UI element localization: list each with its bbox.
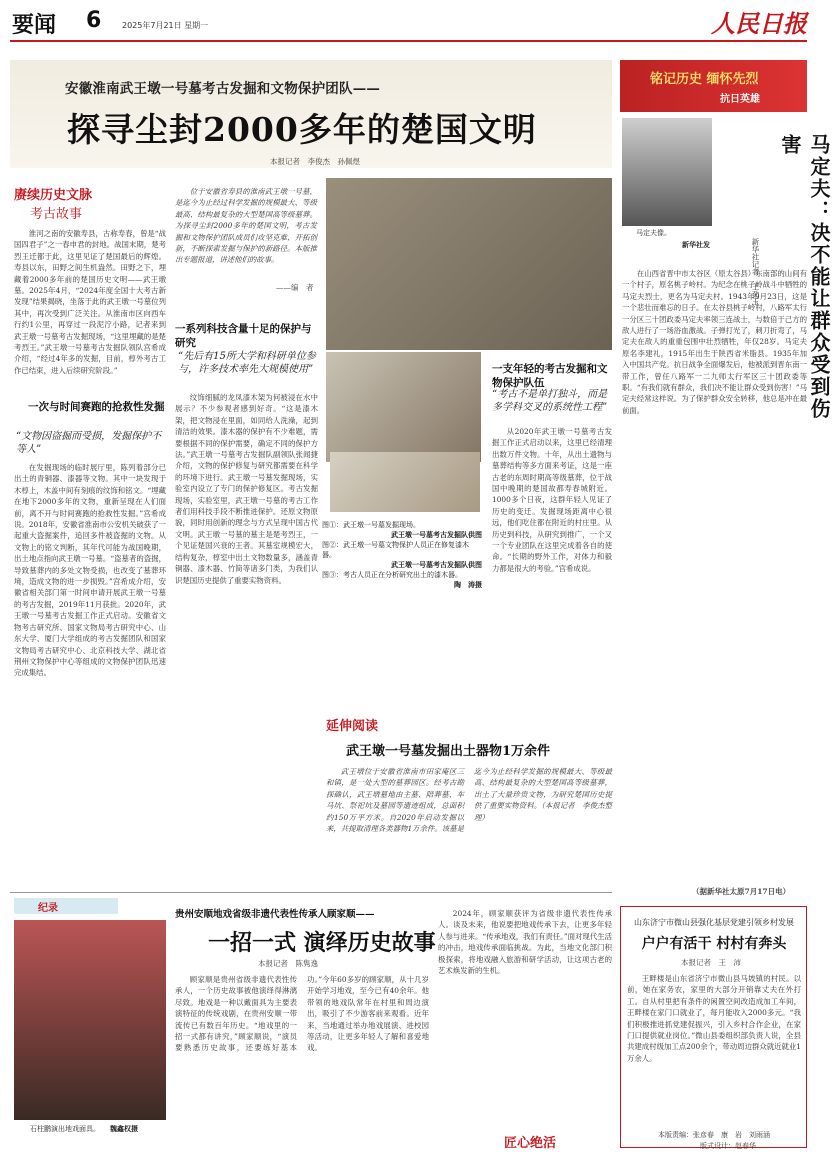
portrait-photo xyxy=(622,118,712,226)
col3-quote: “考古不是单打独斗，而是多学科交叉的系统性工程” xyxy=(492,389,608,413)
col1-subtitle: 考古故事 xyxy=(30,207,83,222)
caption-2-credit: 武王墩一号墓考古发掘队供图 xyxy=(391,560,482,569)
photo-captions xyxy=(322,520,482,590)
bottom-text: 顾家顺是贵州省级非遗代表性传承人，一个历史故事被他演绎得淋漓尽致。地戏是一种以戴面具为主要表演特征的传统戏剧，在贵州安顺一带流传已有数百年历史。“地戏里的一招一式都有讲究，”顾家顺说，“演员要熟悉历史故事，还要练好基本功。”今年60多岁的顾家顺，从十几岁开始学习地戏，至今已有40余年。他带领的地戏队常年在村里和周边演出，吸引了不少游客前来观看。近年来，当地通过举办地戏展演、进校园等活动，让更多年轻人了解和喜爱地戏。 xyxy=(175,975,429,1053)
right-article-title: 马定夫：决不能让群众受到伤害 xyxy=(778,134,831,420)
rural-development-box xyxy=(620,906,807,1148)
intro-text: 位于安徽省寿县的淮南武王墩一号墓，是迄今为止经过科学发掘的规模最大、等级最高、结构最复杂的大型楚国高等级墓葬。为探寻尘封2000多年的楚国文明，考古发掘和文物保护团队成员们攻坚克难、开拓创新，不断探索发掘与保护的新路径。本版推出专题报道，讲述他们的故事。 xyxy=(175,187,317,265)
restoration-photo-2 xyxy=(326,352,481,462)
caption-1-credit: 武王墩一号墓考古发掘队供图 xyxy=(391,530,482,539)
col1-quote: “文物因盗掘而受损，发掘保护不等人” xyxy=(16,431,162,455)
right-article-text: 在山西省晋中市太谷区（原太谷县）东南部的山间有一个村子，原名桃子岭村。为纪念在桃子岭战斗中牺牲的马定夫烈士，更名为马定夫村。1943年9月23日，这是一个悲壮而难忘的日子。在太谷县桃子岭村，八路军太行一分区三十团政委马定夫率领三连战士，与数倍于己方的敌人进行了一场浴血激战。子弹打光了，刺刀折弯了，马定夫在敌人的重重包围中壮烈牺牲，年仅28岁。马定夫原名李建礼，1915年出生于陕西省米脂县。1935年加入中国共产党。抗日战争全面爆发后，他被派到晋东南一带工作，曾任八路军一二九师太行军区三十团政委等职。“有我们就有群众，我们决不能让群众受到伤害！”马定夫经常这样说。为了保护群众安全转移，他总是冲在最前面。 xyxy=(622,269,807,415)
portrait-caption: 马定夫像。 xyxy=(636,229,671,237)
right-banner-sub: 抗日英雄 xyxy=(720,94,760,105)
extended-reading-text: 武王墩位于安徽省淮南市田家庵区三和镇，是一处大型的墓葬园区。经考古勘探确认，武王墩墓地由主墓、陪葬墓、车马坑、祭祀坑及墓园等遗迹组成，总面积约150万平方米。自2020年启动发掘以来，共提取清理各类器物1万余件。该墓是迄今为止经科学发掘的规模最大、等级最高、结构最复杂的大型楚国高等级墓葬，出土了大量珍贵文物，为研究楚国历史提供了重要实物资料。（本报记者 李俊杰整理） xyxy=(326,767,612,834)
caption-2: 图②：武王墩一号墓文物保护人员正在修复漆木器。 xyxy=(322,541,469,559)
col2-text: 纹饰细腻的龙凤漆木架为何被浸在水中展示？不少参观者感到好奇。“这是漆木架，把文物浸在里面，如同给人洗澡，起到清洁的效果。漆木器的保护有不少难题，需要根据不同的保护需要，确定不同的保护方法。”武王墩一号墓考古发掘队副领队张闻捷介绍，文物的保护修复与研究都需要在科学的环境下进行。武王墩一号墓发掘现场，实验室内设立了专门的保护修复区。考古发掘现场，实验室里，武王墩一号墓的考古工作者们用科技手段不断推进保护。还原文物原貌，同时用创新的理念与方式呈现中国古代文明。武王墩一号墓的墓主是楚考烈王，一个见证楚国兴衰的王者。其墓室规模宏大，结构复杂，椁室中出土文物数量多，涵盖青铜器、漆木器、竹简等诸多门类，为我们认识楚国历史提供了重要实物资料。 xyxy=(175,393,318,585)
opera-photo-credit: 魏鑫权摄 xyxy=(110,1124,138,1133)
footer-editors: 本版责编：张彦春 康 岩 刘雨涵 xyxy=(658,1131,770,1139)
col1-title: 赓续历史文脉 xyxy=(14,188,93,203)
right-banner-text: 铭记历史 缅怀先烈 xyxy=(650,72,759,87)
right-article-sign: （据新华社太原7月17日电） xyxy=(692,887,791,896)
col2-subhead: 一系列科技含量十足的保护与研究 xyxy=(175,323,312,349)
portrait-credit: 新华社发 xyxy=(682,240,710,249)
opera-photo xyxy=(14,920,166,1120)
extended-reading-title: 延伸阅读 xyxy=(326,719,379,734)
right-article-byline: 新华社记者 王劲玉 xyxy=(751,238,760,306)
newspaper-logo: 人民日报 xyxy=(711,9,807,38)
caption-3-credit: 陶 涛摄 xyxy=(454,580,482,589)
col2-quote: “先后有15所大学和科研单位参与，许多技术率先大规模使用” xyxy=(178,351,316,375)
section-name: 要闻 xyxy=(12,13,57,38)
feature-kicker: 安徽淮南武王墩一号墓考古发掘和文物保护团队—— xyxy=(65,81,381,97)
box-text: 王畔楼是山东省济宁市微山县马坡镇的村民。以前，她在家务农，家里的大部分开销靠丈夫在外打工。自从村里把有条件的闲置空间改造成加工车间，王畔楼在家门口就业了，每月能收入2000多元。“我们积极推进抓党建促振兴，引入乡村合作企业，在家门口提供就业岗位。”微山县委组织部负责人说，全县共建成村级加工点200余个，带动周边群众就近就业1万余人。 xyxy=(627,974,802,1063)
footer-design: 版式设计：赵春华 xyxy=(700,1142,756,1150)
bottom-kicker: 贵州安顺地戏省级非遗代表性传承人顾家顺—— xyxy=(175,909,375,920)
masthead xyxy=(0,0,817,44)
bottom-cta: 匠心绝活 xyxy=(504,1136,557,1151)
issue-date: 2025年7月21日 星期一 xyxy=(122,21,209,30)
feature-headline: 探寻尘封2000多年的楚国文明 xyxy=(67,110,537,149)
box-title: 户户有活干 村村有奔头 xyxy=(641,936,787,952)
extended-reading-headline: 武王墩一号墓发掘出土器物1万余件 xyxy=(346,744,551,759)
bottom-col-text: 2024年，顾家顺获评为省级非遗代表性传承人。谈及未来，他说要把地戏传承下去，让更多年轻人参与进来。“传承地戏，我们有责任。”面对现代生活的冲击，地戏传承面临挑战。为此，当地文化部门积极探索，将地戏融入旅游和研学活动，让这项古老的艺术焕发新的生机。 xyxy=(438,909,612,976)
feature-byline: 本报记者 李俊杰 孙佩煜 xyxy=(270,157,360,166)
bottom-byline: 本报记者 陈隽逸 xyxy=(258,959,318,968)
excavation-photo-1 xyxy=(326,178,612,350)
box-byline: 本报记者 王 沛 xyxy=(681,958,741,967)
caption-1: 图①：武王墩一号墓发掘现场。 xyxy=(322,521,420,529)
caption-3: 图③：考古人员正在分析研究出土的漆木器。 xyxy=(322,571,462,579)
col3-text: 从2020年武王墩一号墓考古发掘工作正式启动以来，这里已经清理出数万件文物。十年，从出土遗物与墓葬结构等多方面来考证，这是一座古老的东周时期高等级墓葬，位于战国中晚期的楚国故都寿春城附近。1000多个日夜，这群年轻人见证了历史的变迁。发掘现场距离中心很远，他们吃住都在附近的村庄里。从历史到科技，从研究到推广，一个又一个专业团队在这里完成着各自的使命。“长期的野外工作，对体力和毅力都是很大的考验。”宫希成说。 xyxy=(492,427,612,573)
col1-text2: 在发掘现场的临时展厅里，陈列着部分已出土的青铜器、漆器等文物。其中一块发现于木椁上，木盖中间有刻痕的纹饰和铭文。“埋藏在地下2000多年的文物，重新呈现在人们面前，离不开与时间赛跑的抢救性发掘。”宫希成说。2018年，安徽省淮南市公安机关破获了一起重大盗掘案件，追回多件被盗掘的文物。从文物上的铭文判断，其年代可能为战国晚期，出土地点指向武王墩一号墓。“盗墓者的盗掘，导致墓葬内的多处文物受损，也改变了墓葬环境，造成文物的进一步损毁。”宫希成介绍，安徽省相关部门第一时间申请开展武王墩一号墓的考古发掘，2019年11月获批。2020年，武王墩一号墓考古发掘工作正式启动。安徽省文物考古研究所、国家文物局考古研究中心、山东大学、厦门大学组成的考古发掘团队和国家文物局考古研究中心、北京科技大学、湖北省荆州文物保护中心等组成的文物保护团队迅速完成集结。 xyxy=(14,463,166,678)
right-banner xyxy=(620,60,807,112)
header-rule xyxy=(10,40,807,42)
page-number: 6 xyxy=(86,8,102,33)
bottom-tag-label: 纪录 xyxy=(38,903,58,914)
intro-sign: ——编 者 xyxy=(276,283,314,292)
col1-subhead: 一次与时间赛跑的抢救性发掘 xyxy=(28,401,165,413)
col3-subhead: 一支年轻的考古发掘和文物保护队伍 xyxy=(492,363,608,389)
col1-text: 淮河之南的安徽寿县，古称寿春，曾是“战国四君子”之一春申君的封地。战国末期，楚考烈王迁都于此，这里见证了楚国最后的辉煌。寿县以东，田野之间生机盎然。田野之下，埋藏着2000多年前的楚国历史文明——武王墩墓。2025年4月，“2024年度全国十大考古新发现”结果揭晓，坐落于此的武王墩一号墓位列其中，再次受到广泛关注。从淮南市区向西车行约1公里，再穿过一段泥泞小路，记者来到武王墩一号墓考古发掘现场，“这里埋藏的是楚考烈王。”武王墩一号墓考古发掘队领队宫希成介绍，“经过4年多的发掘，目前，椁外考古工作已结束，进入后续研究阶段。” xyxy=(14,229,166,375)
bottom-title: 一招一式 演绎历史故事 xyxy=(208,930,436,956)
bottom-divider xyxy=(10,892,612,893)
opera-photo-caption: 石柱鹏演出地戏面具。 xyxy=(30,1125,100,1133)
box-kicker: 山东济宁市微山县强化基层党建引领乡村发展 xyxy=(634,918,794,927)
research-photo-3 xyxy=(330,452,480,512)
bottom-tag xyxy=(14,898,118,914)
